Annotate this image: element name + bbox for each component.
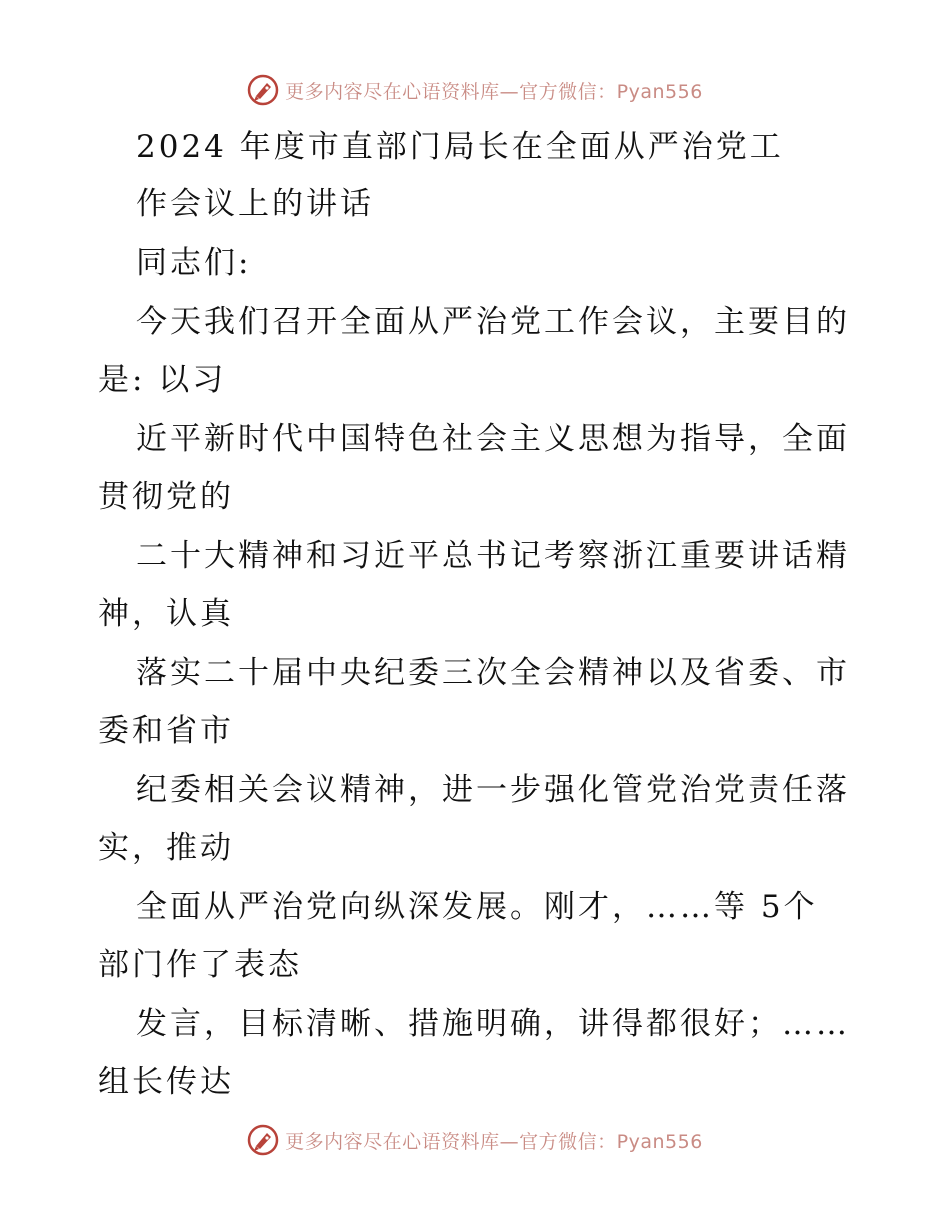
watermark-text: 更多内容尽在心语资料库—官方微信：Pyan556 [285, 1130, 703, 1153]
pen-nib-seal-icon [247, 74, 279, 106]
paragraph-line: 今天我们召开全面从严治党工作会议，主要目的 [136, 304, 850, 340]
paragraph-line: 近平新时代中国特色社会主义思想为指导，全面 [136, 421, 850, 457]
paragraph-line: 部门作了表态 [98, 947, 302, 983]
watermark-footer [0, 1120, 950, 1160]
salutation: 同志们: [136, 245, 252, 281]
paragraph-line: 委和省市 [98, 713, 234, 749]
paragraph-line: 二十大精神和习近平总书记考察浙江重要讲话精 [136, 538, 850, 574]
paragraph-line: 全面从严治党向纵深发展。刚才，……等 5个 [136, 889, 818, 925]
paragraph-line: 贯彻党的 [98, 479, 234, 515]
paragraph-line: 纪委相关会议精神，进一步强化管党治党责任落 [136, 772, 850, 808]
watermark-header [0, 70, 950, 110]
paragraph-line: 落实二十届中央纪委三次全会精神以及省委、市 [136, 655, 850, 691]
paragraph-line: 是: 以习 [98, 362, 227, 398]
document-title-line-1: 2024 年度市直部门局长在全面从严治党工 [136, 129, 784, 165]
document-title-line-2: 作会议上的讲话 [136, 186, 374, 222]
paragraph-line: 发言，目标清晰、措施明确，讲得都很好；…… [136, 1006, 850, 1042]
watermark-text: 更多内容尽在心语资料库—官方微信：Pyan556 [285, 80, 703, 103]
paragraph-line: 实，推动 [98, 830, 234, 866]
pen-nib-seal-icon [247, 1124, 279, 1156]
paragraph-line: 神，认真 [98, 596, 234, 632]
paragraph-line: 组长传达 [98, 1064, 234, 1100]
